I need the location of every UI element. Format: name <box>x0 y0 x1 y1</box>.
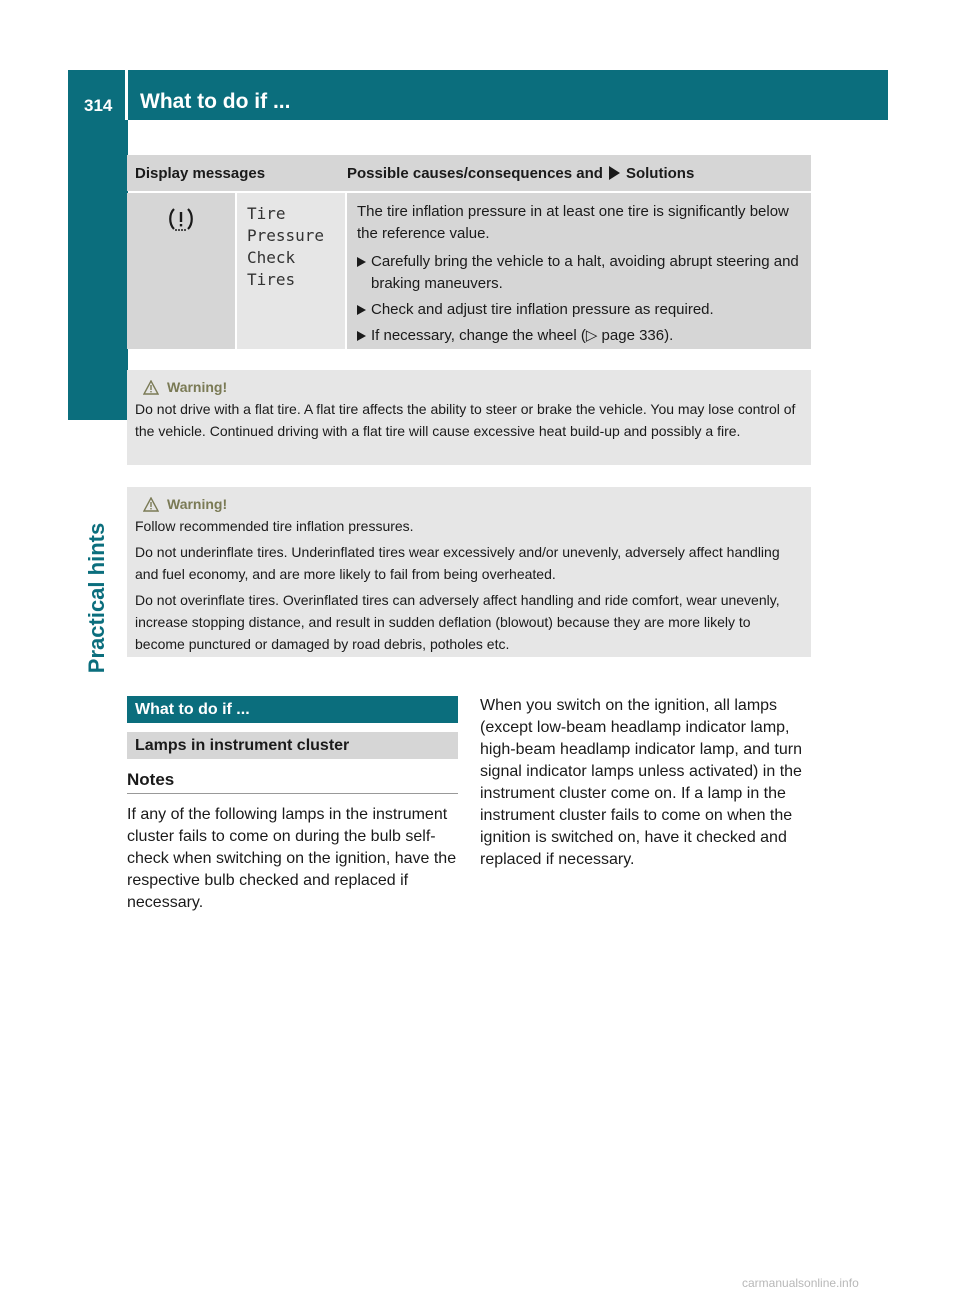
arrow-right-icon <box>609 166 620 180</box>
warning-triangle-icon <box>143 380 159 395</box>
page-title: What to do if ... <box>140 90 291 113</box>
warning-text: Do not drive with a flat tire. A flat tire affects the ability to steer or brake the vehicle. You may lose control of the vehicle. Continued driving with a flat tire will cause excessive heat build-up and possibly a fire. <box>135 401 796 439</box>
page-number: 314 <box>84 96 113 115</box>
warning-text: Do not overinflate tires. Overinflated tires can adversely affect handling and ride comfort, wear unevenly, increase stopping distance, and result in sudden deflation (blowout) because they are more likely to become punctured or damaged by road debris, potholes etc. <box>135 592 780 652</box>
display-messages-table <box>127 155 811 349</box>
causes-cell <box>347 193 811 349</box>
solution-step <box>357 325 801 347</box>
solution-step-text: Carefully bring the vehicle to a halt, avoiding abrupt steering and braking maneuvers. <box>371 253 799 292</box>
subsection-title: Lamps in instrument cluster <box>127 732 458 759</box>
cause-text: The tire inflation pressure in at least one tire is significantly below the reference value. <box>357 203 789 242</box>
warning-heading <box>143 493 803 515</box>
warning-title: Warning! <box>167 379 228 395</box>
watermark-footer: carmanualsonline.info <box>742 1276 859 1290</box>
warning-box <box>127 370 811 465</box>
column-header-solutions-label: Solutions <box>625 164 695 182</box>
chapter-label: Practical hints <box>84 522 109 674</box>
header-divider <box>125 70 128 120</box>
table-header <box>127 155 811 191</box>
column-header-display: Display messages <box>135 164 266 182</box>
display-message-text: Tire Pressure Check Tires <box>237 193 345 349</box>
tire-pressure-warning-icon <box>167 205 195 233</box>
step-arrow-icon <box>357 299 371 321</box>
warning-heading <box>143 376 803 398</box>
lamps-paragraph: When you switch on the ignition, all lamps (except low-beam headlamp indicator lamp, high-beam headlamp indicator lamp, and turn signal indicator lamps unless activated) in the instrument cluster come on. If a lamp in the instrument cluster fails to come on when the ignition is switched on, have it checked and replaced if necessary. <box>480 697 802 868</box>
column-header-causes <box>347 165 694 182</box>
solution-step <box>357 299 801 321</box>
table-row <box>127 193 811 349</box>
solution-step <box>357 251 801 295</box>
icon-cell <box>127 193 235 349</box>
notes-heading: Notes <box>127 770 458 794</box>
column-header-causes-label: Possible causes/consequences and <box>347 164 603 182</box>
warning-text: Do not underinflate tires. Underinflated tires wear excessively and/or unevenly, adversely affect handling and fuel economy, and are more likely to fail from being overheated. <box>135 544 780 582</box>
warning-box <box>127 487 811 657</box>
page-header <box>68 70 888 120</box>
warning-triangle-icon <box>143 497 159 512</box>
section-title: What to do if ... <box>127 696 458 723</box>
warning-title: Warning! <box>167 496 228 512</box>
notes-paragraph: If any of the following lamps in the instrument cluster fails to come on during the bulb self-check when switching on the ignition, have the respective bulb checked and replaced if necessary. <box>127 806 457 911</box>
warning-text: Follow recommended tire inflation pressures. <box>135 518 414 534</box>
solution-step-text: Check and adjust tire inflation pressure as required. <box>371 301 714 318</box>
step-arrow-icon <box>357 325 371 347</box>
step-arrow-icon <box>357 251 371 295</box>
chapter-tab <box>68 120 128 420</box>
solution-step-text: If necessary, change the wheel (▷ page 336). <box>371 327 674 344</box>
